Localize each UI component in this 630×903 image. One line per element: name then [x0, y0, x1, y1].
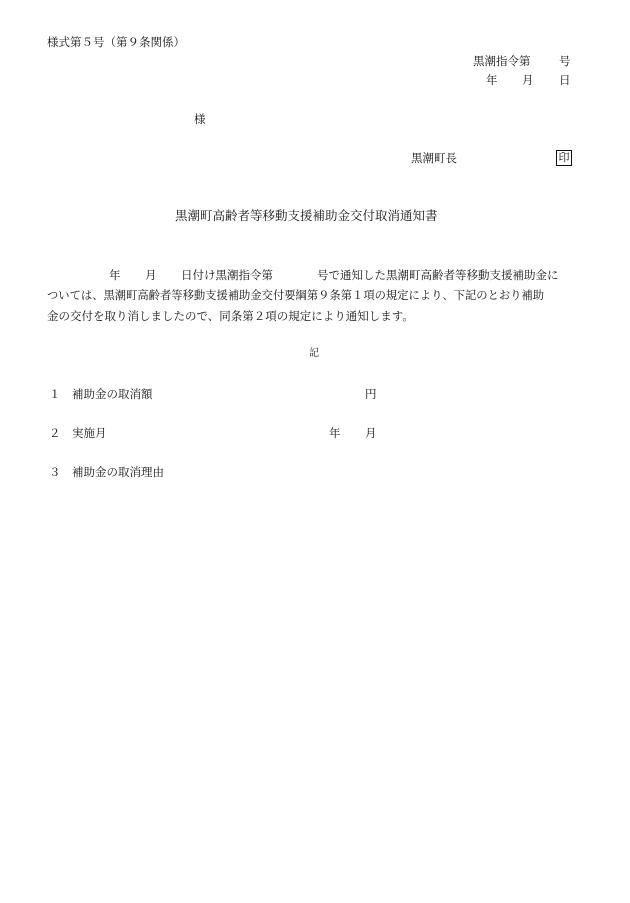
document-title: 黒潮町高齢者等移動支援補助金交付取消通知書	[175, 208, 438, 223]
item-1-number: １	[49, 387, 61, 401]
date-month: 月	[522, 73, 534, 87]
date-day: 日	[559, 73, 571, 87]
item-2-year: 年	[329, 426, 341, 440]
addressee-suffix: 様	[194, 112, 206, 126]
body-line3: 金の交付を取り消しましたので、同条第２項の規定により通知します。	[47, 309, 414, 323]
form-label: 様式第５号（第９条関係）	[47, 35, 185, 49]
doc-number-prefix: 黒潮指令第	[473, 54, 531, 68]
item-1-unit: 円	[365, 387, 377, 401]
body-line1-rest: 日付け黒潮指令第	[181, 268, 273, 282]
doc-number-suffix: 号	[559, 54, 571, 68]
item-3-label: 補助金の取消理由	[72, 465, 164, 479]
item-2-label: 実施月	[72, 426, 107, 440]
issuer-title: 黒潮町長	[411, 151, 457, 165]
date-year: 年	[486, 73, 498, 87]
body-line2: ついては、黒潮町高齢者等移動支援補助金交付要綱第９条第１項の規定により、下記のとおり補助	[47, 289, 545, 302]
ki-label: 記	[309, 348, 319, 359]
body-line1-tail: 号で通知した黒潮町高齢者等移動支援補助金に	[317, 268, 559, 282]
item-1-label: 補助金の取消額	[72, 387, 153, 401]
item-3-number: ３	[49, 465, 61, 479]
body-line1-month: 月	[145, 268, 157, 282]
body-line1-year: 年	[109, 268, 121, 282]
item-2-number: ２	[49, 426, 61, 440]
seal-mark: 印	[556, 150, 572, 166]
item-2-month: 月	[365, 426, 377, 440]
